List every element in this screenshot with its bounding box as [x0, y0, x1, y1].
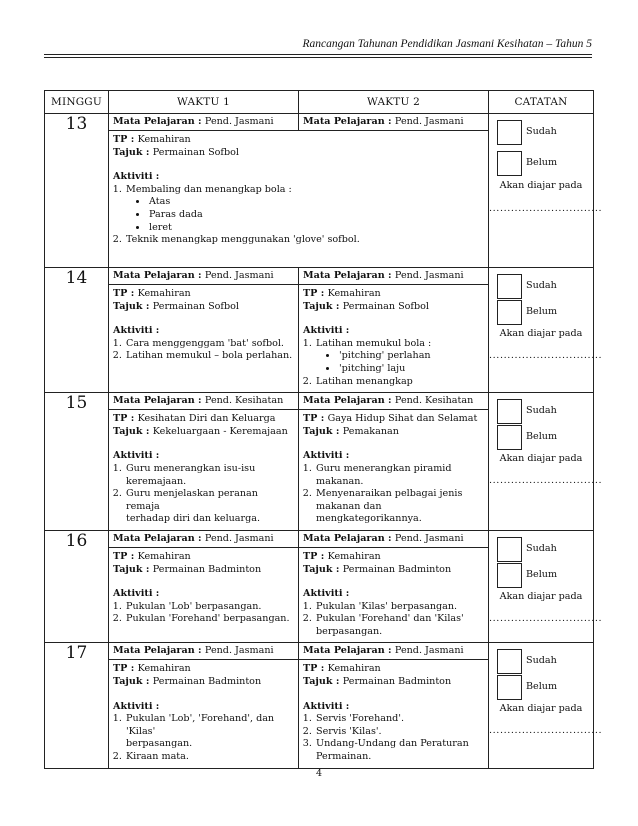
list-item: 2. Latihan menangkap [315, 376, 484, 389]
sudah-label: Sudah [526, 542, 557, 554]
sudah-checkbox[interactable] [497, 120, 522, 145]
sudah-checkbox[interactable] [497, 399, 522, 424]
catatan-cell [489, 530, 603, 643]
w15-waktu2-content: TP : Gaya Hidup Sihat dan Selamat Tajuk : Pemakanan Aktiviti : 1. Guru menerangkan piramid makanan. 2. Menyenaraikan pelbagai jenis makanan dan mengkategorikannya. [299, 410, 489, 531]
list-item: 2. Menyenaraikan pelbagai jenis makanan dan mengkategorikannya. [315, 488, 484, 526]
page-number: 4 [315, 768, 323, 779]
belum-label: Belum [526, 568, 558, 580]
list-item: 2. Pukulan 'Forehand' berpasangan. [125, 613, 294, 626]
col-waktu-2: WAKTU 2 [299, 91, 489, 114]
week-13-subject-row [45, 114, 594, 131]
w13-waktu1-subject: Mata Pelajaran : Pend. Jasmani [109, 114, 299, 131]
list-item: • 'pitching' laju [338, 363, 484, 376]
col-waktu-1: WAKTU 1 [109, 91, 299, 114]
w16-waktu1-content: TP : Kemahiran Tajuk : Permainan Badminton Aktiviti : 1. Pukulan 'Lob' berpasangan. 2. Pukulan 'Forehand' berpasangan. [109, 547, 299, 643]
table-header-row [45, 91, 594, 114]
mata-label: Mata Pelajaran [113, 116, 195, 127]
date-blank: ............................... [489, 612, 603, 624]
list-item: 2. Servis 'Kilas'. [315, 726, 484, 739]
w17-waktu2-content: TP : Kemahiran Tajuk : Permainan Badminton Aktiviti : 1. Servis 'Forehand'. 2. Servis 'Kilas'. 3. Undang-Undang dan Peraturan Permainan. [299, 660, 489, 768]
sudah-label: Sudah [526, 126, 557, 137]
w16-waktu2-content: TP : Kemahiran Tajuk : Permainan Badminton Aktiviti : 1. Pukulan 'Kilas' berpasangan. 2. Pukulan 'Forehand' dan 'Kilas' berpasangan. [299, 547, 489, 643]
week-number: 13 [45, 114, 109, 268]
belum-checkbox[interactable] [497, 151, 522, 176]
list-item: 2. Pukulan 'Forehand' dan 'Kilas' berpasangan. [315, 613, 484, 638]
w15-waktu1-content: TP : Kesihatan Diri dan Keluarga Tajuk : Kekeluargaan - Keremajaan Aktiviti : 1. Guru menerangkan isu-isu keremajaan. 2. Guru menjelaskan peranan remaja terhadap diri dan keluarga. [109, 410, 299, 531]
list-item: 2. Latihan memukul – bola perlahan. [125, 350, 294, 363]
w17-waktu1-content: TP : Kemahiran Tajuk : Permainan Badminton Aktiviti : 1. Pukulan 'Lob', 'Forehand', dan 'Kilas' berpasangan. 2. Kiraan mata. [109, 660, 299, 768]
w14-waktu1-subject: Mata Pelajaran : Pend. Jasmani [109, 268, 299, 285]
catatan-cell [489, 643, 603, 768]
akan-diajar-label: Akan diajar pada [499, 328, 583, 339]
akan-diajar-label: Akan diajar pada [499, 180, 583, 191]
catatan-cell [489, 393, 603, 531]
list-item: 1. Guru menerangkan piramid makanan. [315, 463, 484, 488]
list-item: • leret [148, 222, 484, 235]
list-item: 1. Pukulan 'Kilas' berpasangan. [315, 601, 484, 614]
belum-checkbox[interactable] [497, 563, 522, 588]
w14-waktu1-content: TP : Kemahiran Tajuk : Permainan Sofbol Aktiviti : 1. Cara menggenggam 'bat' sofbol. 2. Latihan memukul – bola perlahan. [109, 285, 299, 393]
week-17-subject-row [45, 643, 594, 660]
list-item: 1. Servis 'Forehand'. [315, 713, 484, 726]
sudah-label: Sudah [526, 405, 557, 417]
belum-checkbox[interactable] [497, 425, 522, 450]
aktiviti-heading: Aktiviti : [113, 171, 160, 183]
document-header: Rancangan Tahunan Pendidikan Jasmani Kesihatan – Tahun 5 [302, 38, 592, 50]
list-item: 1. Membaling dan menangkap bola : • Atas • Paras dada • leret [125, 184, 484, 234]
header-rule [44, 54, 592, 55]
w13-waktu2-subject: Mata Pelajaran : Pend. Jasmani [299, 114, 489, 131]
list-item: 2. Guru menjelaskan peranan remaja terhadap diri dan keluarga. [125, 488, 294, 526]
list-item: • Atas [148, 196, 484, 209]
akan-diajar-label: Akan diajar pada [499, 453, 583, 465]
list-item: 1. Latihan memukul bola : • 'pitching' perlahan • 'pitching' laju [315, 338, 484, 376]
sudah-checkbox[interactable] [497, 649, 522, 674]
belum-label: Belum [526, 681, 558, 693]
list-item: 1. Guru menerangkan isu-isu keremajaan. [125, 463, 294, 488]
w14-waktu2-subject: Mata Pelajaran : Pend. Jasmani [299, 268, 489, 285]
date-blank: ............................... [489, 475, 603, 487]
w15-waktu2-subject: Mata Pelajaran : Pend. Kesihatan [299, 393, 489, 410]
sudah-checkbox[interactable] [497, 274, 522, 299]
belum-checkbox[interactable] [497, 675, 522, 700]
list-item: 2. Teknik menangkap menggunakan 'glove' sofbol. [125, 234, 484, 247]
week-number: 15 [45, 393, 109, 531]
akan-diajar-label: Akan diajar pada [499, 590, 583, 602]
sudah-checkbox[interactable] [497, 537, 522, 562]
list-item: 1. Cara menggenggam 'bat' sofbol. [125, 338, 294, 351]
w14-waktu2-content: TP : Kemahiran Tajuk : Permainan Sofbol Aktiviti : 1. Latihan memukul bola : • 'pitching' perlahan • 'pitching' laju 2. Latihan menangkap [299, 285, 489, 393]
belum-label: Belum [526, 157, 558, 168]
catatan-cell [489, 114, 603, 268]
col-catatan: CATATAN [489, 91, 594, 114]
w13-content: TP : Kemahiran Tajuk : Permainan Sofbol Aktiviti : 1. Membaling dan menangkap bola : • Atas • Paras dada • leret 2. Teknik menangkap menggunakan 'glove' sofbol. [109, 131, 489, 268]
list-item: 1. Pukulan 'Lob' berpasangan. [125, 601, 294, 614]
belum-label: Belum [526, 431, 558, 443]
w17-waktu2-subject: Mata Pelajaran : Pend. Jasmani [299, 643, 489, 660]
sudah-label: Sudah [526, 655, 557, 667]
list-item: • 'pitching' perlahan [338, 350, 484, 363]
w16-waktu1-subject: Mata Pelajaran : Pend. Jasmani [109, 530, 299, 547]
belum-label: Belum [526, 306, 558, 317]
header-rule-double [44, 57, 592, 58]
week-15-subject-row [45, 393, 594, 410]
w16-waktu2-subject: Mata Pelajaran : Pend. Jasmani [299, 530, 489, 547]
list-item: 1. Pukulan 'Lob', 'Forehand', dan 'Kilas' berpasangan. [125, 713, 294, 751]
week-number: 17 [45, 643, 109, 768]
date-blank: ............................... [489, 725, 603, 737]
akan-diajar-label: Akan diajar pada [499, 703, 583, 715]
col-minggu: MINGGU [45, 91, 109, 114]
list-item: • Paras dada [148, 209, 484, 222]
weekly-plan-table [44, 90, 603, 769]
belum-checkbox[interactable] [497, 300, 522, 325]
w17-waktu1-subject: Mata Pelajaran : Pend. Jasmani [109, 643, 299, 660]
list-item: 2. Kiraan mata. [125, 751, 294, 764]
week-14-subject-row [45, 268, 594, 285]
week-number: 16 [45, 530, 109, 643]
sudah-label: Sudah [526, 280, 557, 291]
w15-waktu1-subject: Mata Pelajaran : Pend. Kesihatan [109, 393, 299, 410]
catatan-cell [489, 268, 603, 393]
week-16-subject-row [45, 530, 594, 547]
list-item: 3. Undang-Undang dan Peraturan Permainan. [315, 738, 484, 763]
date-blank: ............................... [489, 350, 603, 361]
date-blank: ............................... [489, 203, 603, 214]
week-number: 14 [45, 268, 109, 393]
